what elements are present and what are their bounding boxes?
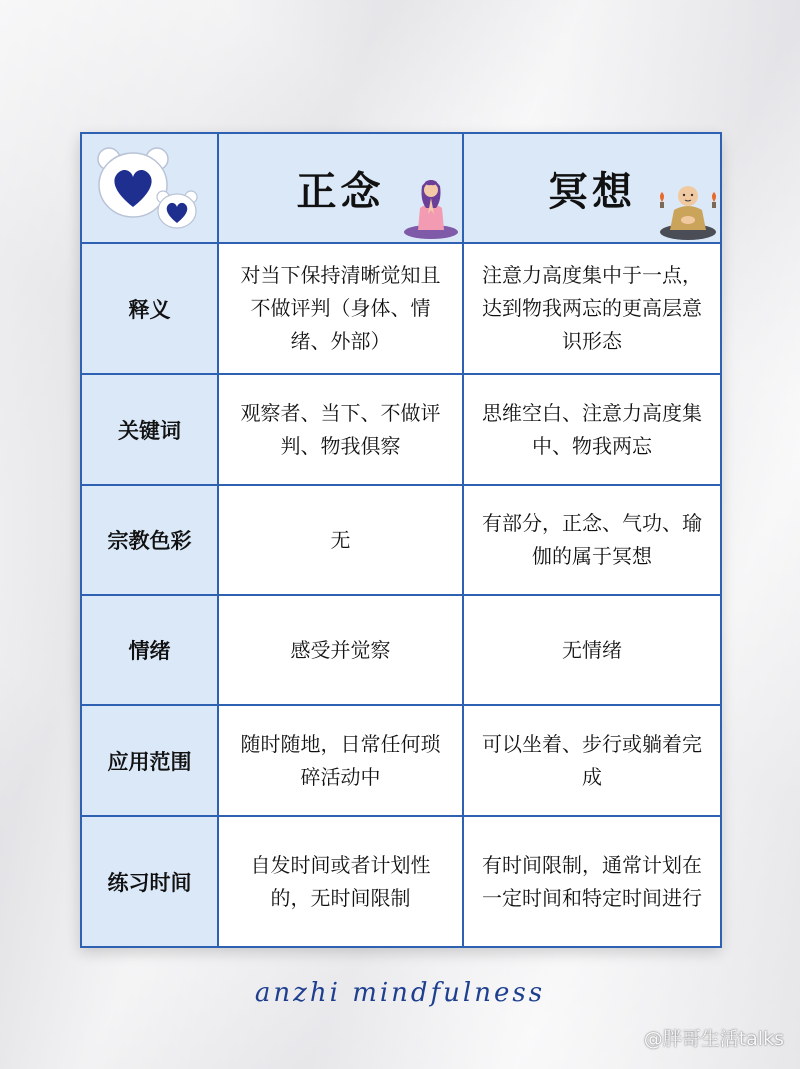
header-meditation bbox=[463, 133, 721, 243]
yoga-woman-icon bbox=[400, 170, 462, 244]
row-practice-time bbox=[81, 816, 721, 947]
row-keywords bbox=[81, 374, 721, 485]
mindfulness-cell: 无 bbox=[218, 485, 463, 595]
row-definition bbox=[81, 243, 721, 374]
meditation-cell: 思维空白、注意力高度集中、物我两忘 bbox=[463, 374, 721, 485]
watermark: @胖哥生活talks bbox=[643, 1028, 784, 1050]
meditating-monk-icon bbox=[652, 176, 724, 242]
row-label: 练习时间 bbox=[81, 816, 218, 947]
logo-cell bbox=[81, 133, 218, 243]
mindfulness-cell: 随时随地，日常任何琐碎活动中 bbox=[218, 705, 463, 816]
header-row bbox=[81, 133, 721, 243]
mindfulness-cell: 对当下保持清晰觉知且不做评判（身体、情绪、外部） bbox=[218, 243, 463, 374]
footer-signature: anzhi mindfulness bbox=[254, 978, 546, 1008]
row-label: 宗教色彩 bbox=[81, 485, 218, 595]
meditation-cell: 有时间限制，通常计划在一定时间和特定时间进行 bbox=[463, 816, 721, 947]
comparison-card bbox=[80, 132, 720, 946]
row-emotion bbox=[81, 595, 721, 705]
row-label: 应用范围 bbox=[81, 705, 218, 816]
meditation-cell: 有部分，正念、气功、瑜伽的属于冥想 bbox=[463, 485, 721, 595]
row-label: 关键词 bbox=[81, 374, 218, 485]
row-scope bbox=[81, 705, 721, 816]
mindfulness-cell: 观察者、当下、不做评判、物我俱察 bbox=[218, 374, 463, 485]
header-mindfulness bbox=[218, 133, 463, 243]
meditation-cell: 无情绪 bbox=[463, 595, 721, 705]
meditation-cell: 可以坐着、步行或躺着完成 bbox=[463, 705, 721, 816]
row-label: 情绪 bbox=[81, 595, 218, 705]
meditation-cell: 注意力高度集中于一点，达到物我两忘的更高层意识形态 bbox=[463, 243, 721, 374]
row-label: 释义 bbox=[81, 243, 218, 374]
mindfulness-cell: 自发时间或者计划性的，无时间限制 bbox=[218, 816, 463, 947]
bear-heart-icon bbox=[95, 143, 205, 229]
header-mindfulness-text: 正念 bbox=[296, 168, 385, 215]
header-meditation-text: 冥想 bbox=[548, 168, 636, 215]
comparison-table bbox=[80, 132, 722, 948]
mindfulness-cell: 感受并觉察 bbox=[218, 595, 463, 705]
row-religion bbox=[81, 485, 721, 595]
